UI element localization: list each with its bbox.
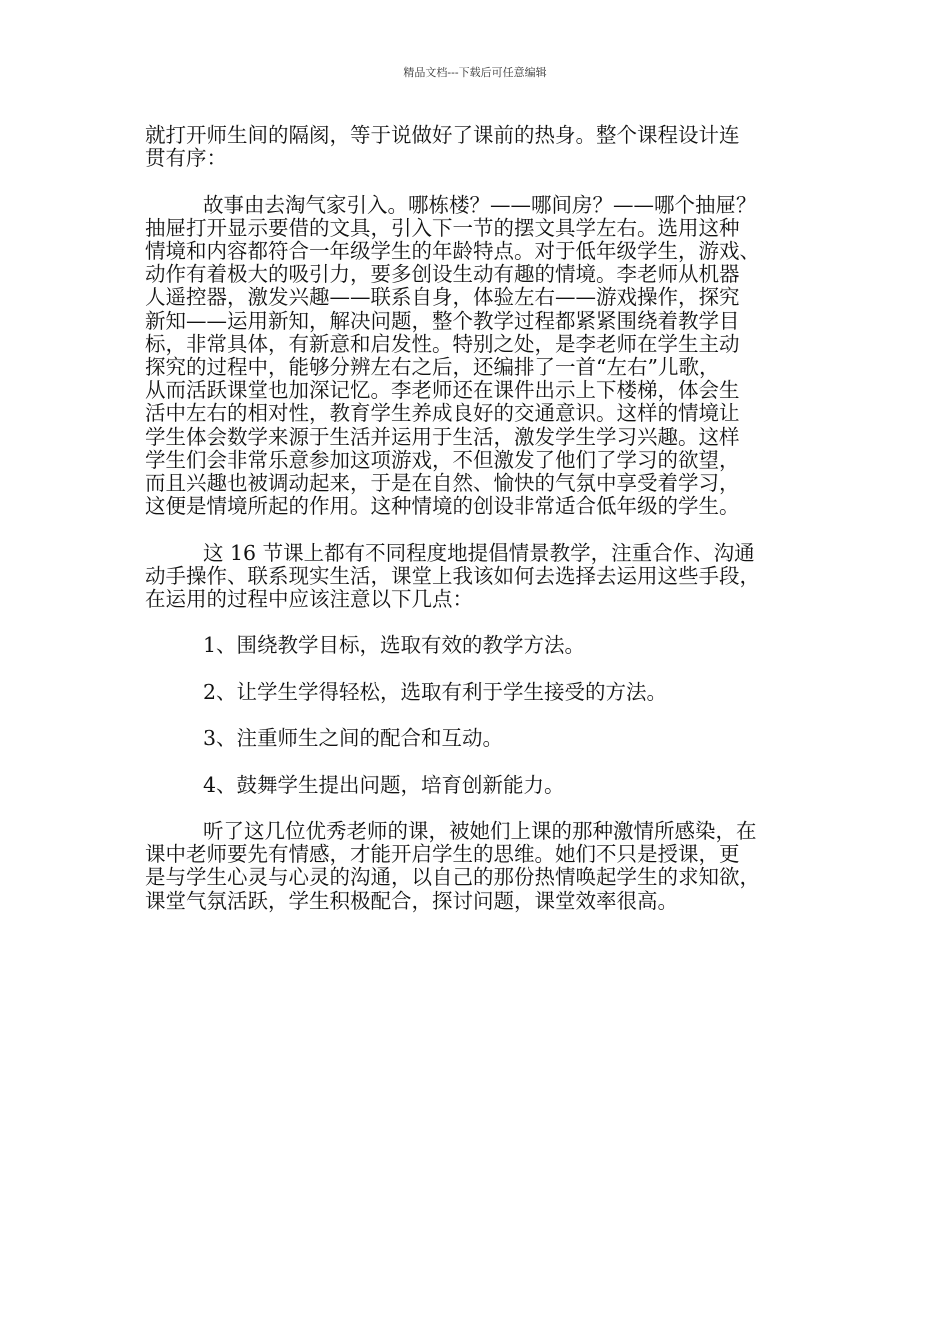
paragraph-continuation — [145, 124, 813, 170]
text-line: 标，非常具体，有新意和启发性。特别之处，是李老师在学生主动 — [145, 331, 740, 356]
text-line: 在运用的过程中应该注意以下几点： — [145, 587, 473, 612]
text-line: 听了这几位优秀老师的课，被她们上课的那种激情所感染，在 — [203, 818, 757, 843]
paragraph-summary — [145, 542, 813, 612]
text-line: 新知——运用新知，解决问题，整个教学过程都紧紧围绕着教学目 — [145, 308, 740, 333]
text-line: 故事由去淘气家引入。哪栋楼？——哪间房？——哪个抽屉？ — [203, 192, 757, 217]
paragraph-conclusion — [145, 820, 813, 913]
page-header: 精品文档---下载后可任意编辑 — [403, 66, 547, 79]
text-line: 动作有着极大的吸引力，要多创设生动有趣的情境。李老师从机器 — [145, 262, 740, 287]
text-line: 学生们会非常乐意参加这项游戏，不但激发了他们了学习的欲望， — [145, 447, 740, 472]
text-line: 探究的过程中，能够分辨左右之后，还编排了一首“左右”儿歌， — [145, 355, 720, 380]
list-item-3 — [145, 727, 813, 750]
text-line: 1、围绕教学目标，选取有效的教学方法。 — [203, 633, 586, 658]
text-line: 2、让学生学得轻松，选取有利于学生接受的方法。 — [203, 679, 668, 704]
text-line: 3、注重师生之间的配合和互动。 — [203, 726, 504, 751]
text-line: 活中左右的相对性，教育学生养成良好的交通意识。这样的情境让 — [145, 401, 740, 426]
text-line: 从而活跃课堂也加深记忆。李老师还在课件出示上下楼梯，体会生 — [145, 378, 740, 403]
text-line: 课中老师要先有情感，才能开启学生的思维。她们不只是授课，更 — [145, 842, 740, 867]
text-line: 人遥控器，激发兴趣——联系自身，体验左右——游戏操作，探究 — [145, 285, 740, 310]
text-line: 就打开师生间的隔阂，等于说做好了课前的热身。整个课程设计连 — [145, 123, 740, 147]
list-item-1 — [145, 634, 813, 657]
document-body — [145, 124, 813, 913]
list-item-2 — [145, 681, 813, 704]
list-item-4 — [145, 774, 813, 797]
text-line: 4、鼓舞学生提出问题，培育创新能力。 — [203, 772, 565, 797]
text-line: 课堂气氛活跃，学生积极配合，探讨问题，课堂效率很高。 — [145, 888, 678, 913]
text-line: 贯有序： — [145, 146, 227, 171]
paragraph-story — [145, 194, 813, 519]
text-line: 动手操作、联系现实生活，课堂上我该如何去选择去运用这些手段， — [145, 563, 760, 588]
text-line: 学生体会数学来源于生活并运用于生活，激发学生学习兴趣。这样 — [145, 424, 740, 449]
text-line: 情境和内容都符合一年级学生的年龄特点。对于低年级学生，游戏、 — [145, 239, 760, 263]
text-line: 是与学生心灵与心灵的沟通，以自己的那份热情唤起学生的求知欲， — [145, 865, 760, 890]
text-line: 而且兴趣也被调动起来，于是在自然、愉快的气氛中享受着学习， — [145, 471, 740, 496]
text-line: 这便是情境所起的作用。这种情境的创设非常适合低年级的学生。 — [145, 494, 740, 519]
text-line: 这 16 节课上都有不同程度地提倡情景教学，注重合作、沟通 — [203, 540, 755, 565]
text-line: 抽屉打开显示要借的文具，引入下一节的摆文具学左右。选用这种 — [145, 215, 740, 240]
